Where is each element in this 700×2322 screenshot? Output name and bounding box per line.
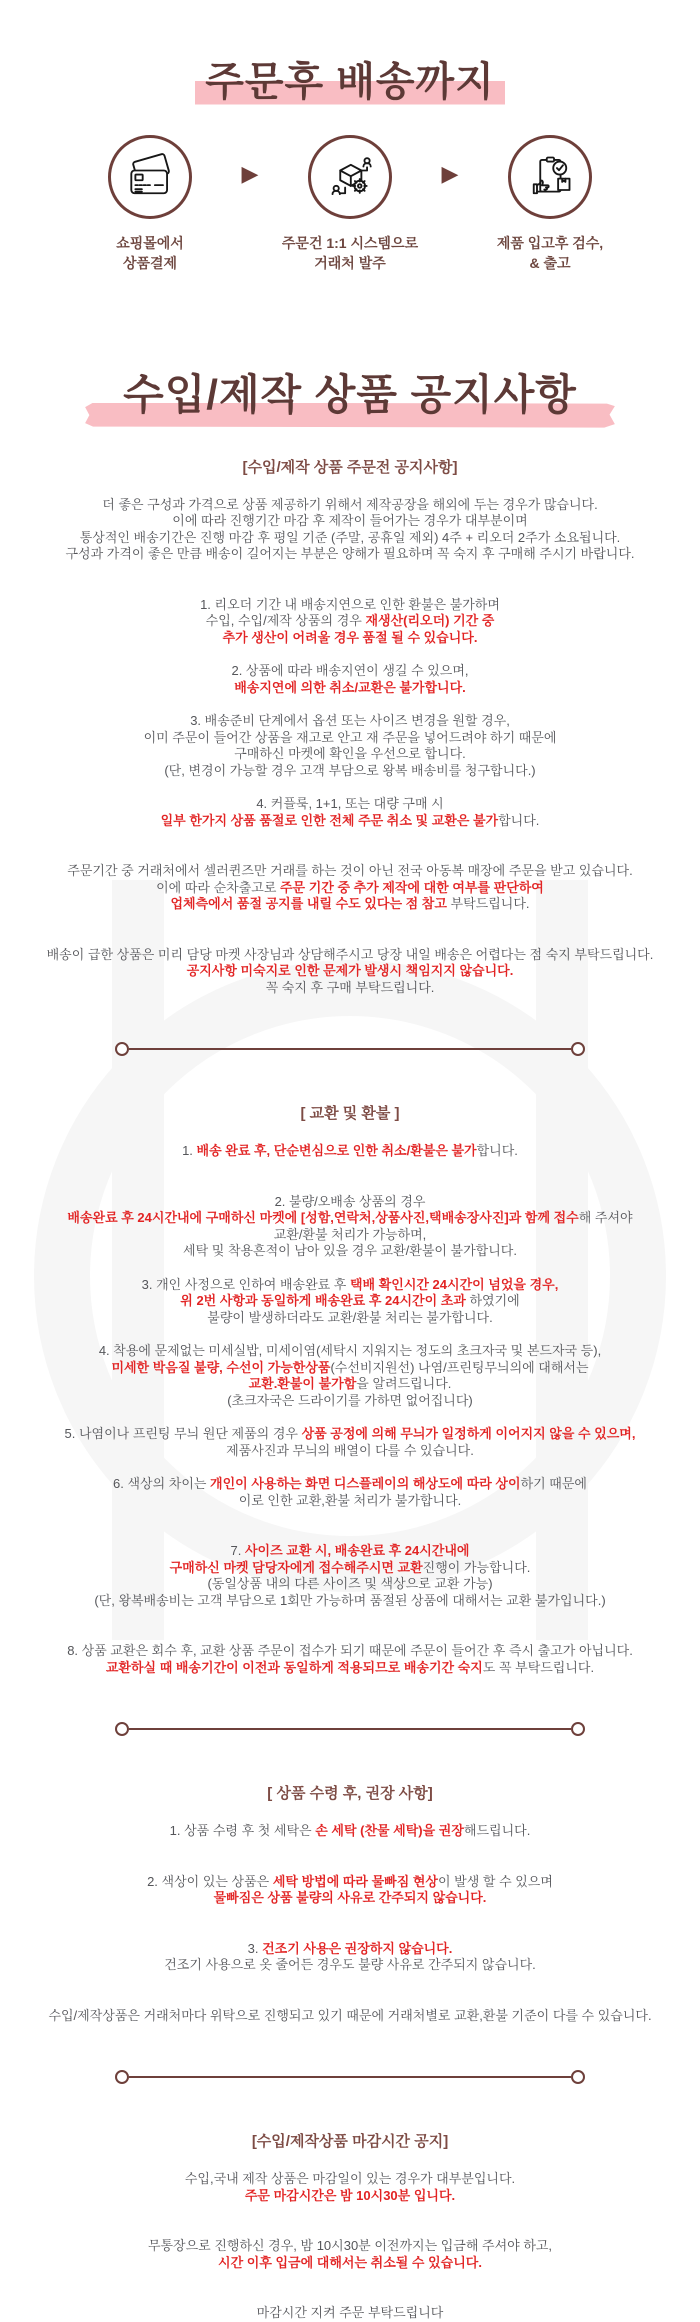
notice-line <box>30 2008 670 2025</box>
divider-dot <box>115 1042 129 1056</box>
notice-line <box>30 763 670 780</box>
notice-text: 꼭 숙지 후 구매 부탁드립니다. <box>265 979 435 995</box>
section-divider <box>115 2070 585 2084</box>
notice-text: 마감시간 지켜 주문 부탁드립니다 <box>256 2305 444 2321</box>
notice-line <box>30 1543 670 1560</box>
order-system-icon <box>324 151 376 203</box>
notice-line <box>30 730 670 747</box>
notice-line <box>30 1227 670 1244</box>
notice-line <box>30 1874 670 1891</box>
notice-title <box>123 362 577 422</box>
notice-text: 3. <box>247 1940 263 1956</box>
notice-text-emphasis: 배송완료 후 24시간내에 구매하신 마켓에 [성함,연락처,상품사진,택배송장사진]과 함께 접수 <box>67 1210 579 1226</box>
notice-line <box>30 2255 670 2272</box>
notice-text: 건조기 사용으로 옷 줄어든 경우도 불량 사유로 간주되지 않습니다. <box>164 1957 536 1973</box>
step-label-line: 주문건 1:1 시스템으로 <box>281 235 419 251</box>
notice-text: 통상적인 배송기간은 진행 마감 후 평일 기준 (주말, 공휴일 제외) 4주 + 리오더 2주가 소요됩니다. <box>79 529 621 545</box>
section-header: [수입/제작 상품 주문전 공지사항] <box>242 458 458 476</box>
notice-text: 합니다. <box>498 812 540 828</box>
notice-paragraph <box>30 497 670 563</box>
notice-line <box>30 1476 670 1493</box>
notice-title-wrap <box>0 362 700 422</box>
step-inspection <box>465 135 635 274</box>
notice-text: 주문기간 중 거래처에서 셀러퀸즈만 거래를 하는 것이 아닌 전국 아동복 매장에 주문을 받고 있습니다. <box>67 863 633 879</box>
notice-line <box>30 1643 670 1660</box>
notice-text: 2. 불량/오배송 상품의 경우 <box>274 1193 426 1209</box>
notice-text: 구매하신 마켓에 확인을 우선으로 합니다. <box>234 746 466 762</box>
notice-line <box>30 1210 670 1227</box>
notice-line <box>30 796 670 813</box>
notice-text: 1. <box>182 1143 197 1159</box>
notice-line <box>30 2188 670 2205</box>
section-header: [ 상품 수령 후, 권장 사항] <box>267 1785 433 1803</box>
notice-text: 제품사진과 무늬의 배열이 다를 수 있습니다. <box>226 1442 474 1458</box>
notice-text: 합니다. <box>476 1143 518 1159</box>
notice-text: 이에 따라 진행기간 마감 후 제작이 들어가는 경우가 대부분이며 <box>172 513 528 529</box>
step-label-line: & 출고 <box>529 255 571 272</box>
notice-line <box>30 1143 670 1160</box>
notice-text-emphasis: 시간 이후 입금에 대해서는 취소될 수 있습니다. <box>218 2254 482 2270</box>
section-header: [수입/제작상품 마감시간 공지] <box>251 2133 449 2151</box>
notice-line <box>30 1593 670 1610</box>
section-divider <box>115 1722 585 1736</box>
notice-text-emphasis: 손 세탁 (찬물 세탁)을 권장 <box>315 1823 464 1839</box>
notice-line <box>30 963 670 980</box>
arrow-right-icon: ▶ <box>241 161 259 186</box>
notice-line <box>30 813 670 830</box>
notice-text-emphasis: 구매하신 마켓 담당자에게 접수해주시면 교환 <box>169 1559 423 1575</box>
notice-text-emphasis: 추가 생산이 어려울 경우 품절 될 수 있습니다. <box>222 629 478 645</box>
order-to-delivery-section <box>0 0 700 274</box>
notice-text: 세탁 및 착용흔적이 남아 있을 경우 교환/환불이 불가합니다. <box>183 1243 517 1259</box>
notice-line <box>30 613 670 630</box>
notice-text: 2. 상품에 따라 배송지연이 생길 수 있으며, <box>231 663 469 679</box>
notice-text: 교환/환불 처리가 가능하며, <box>273 1226 427 1242</box>
notice-paragraph <box>30 1426 670 1459</box>
step-order-system <box>265 135 435 274</box>
inspection-icon <box>524 151 576 203</box>
notice-line <box>30 2305 670 2322</box>
notice-line <box>30 1426 670 1443</box>
notice-text: 을 알려드립니다. <box>356 1376 452 1392</box>
arrow-right-icon: ▶ <box>441 161 459 186</box>
notice-line <box>30 2171 670 2188</box>
notice-text: 7. <box>230 1543 245 1559</box>
notice-text: 6. 색상의 차이는 <box>113 1476 211 1492</box>
notice-line <box>30 1560 670 1577</box>
notice-text: (단, 변경이 가능할 경우 고객 부담으로 왕복 배송비를 청구합니다.) <box>164 762 536 778</box>
notice-line <box>30 1443 670 1460</box>
notice-text-emphasis: 교환하실 때 배송기간이 이전과 동일하게 적용되므로 배송기간 숙지 <box>105 1659 483 1675</box>
notice-line <box>30 947 670 964</box>
notice-line <box>30 1310 670 1327</box>
notice-paragraph <box>30 796 670 829</box>
notice-line <box>30 1293 670 1310</box>
notice-paragraph <box>30 1194 670 1260</box>
page-title: 주문후 배송까지 <box>195 50 505 107</box>
notice-text: (단, 왕복배송비는 고객 부담으로 1회만 가능하며 품절된 상품에 대해서는 교환 불가입니다.) <box>94 1592 606 1608</box>
step-label-line: 제품 입고후 검수, <box>496 235 604 251</box>
notice-line <box>30 1277 670 1294</box>
notice-line <box>30 630 670 647</box>
notice-text-emphasis: 개인이 사용하는 화면 디스플레이의 해상도에 따라 상이 <box>210 1476 521 1492</box>
notice-line <box>30 1393 670 1410</box>
notice-text: 8. 상품 교환은 회수 후, 교환 상품 주문이 접수가 되기 때문에 주문이 들어간 후 즉시 출고가 아닙니다. <box>67 1643 633 1659</box>
notice-text: 이 발생 할 수 있으며 <box>438 1873 553 1889</box>
notice-line <box>30 1493 670 1510</box>
divider-dot <box>115 1722 129 1736</box>
notice-text: 이에 따라 순차출고로 <box>156 879 280 895</box>
notice-text-emphasis: 일부 한가지 상품 품절로 인한 전체 주문 취소 및 교환은 불가 <box>160 812 499 828</box>
notice-line <box>30 1194 670 1211</box>
step-label-line: 상품결제 <box>122 255 178 272</box>
notice-text: 하였기에 <box>465 1293 520 1309</box>
divider-dot <box>571 2070 585 2084</box>
notice-paragraph <box>30 713 670 779</box>
notice-text: 1. 상품 수령 후 첫 세탁은 <box>169 1823 316 1839</box>
section-divider <box>115 1042 585 1056</box>
notice-text-emphasis: 미세한 박음질 불량, 수선이 가능한상품 <box>111 1359 331 1375</box>
notice-text-emphasis: 배송지연에 의한 취소/교환은 불가합니다. <box>234 679 466 695</box>
notice-line <box>30 497 670 514</box>
step-circle <box>508 135 592 219</box>
notice-text-emphasis: 택배 확인시간 24시간이 넘었을 경우, <box>349 1276 559 1292</box>
notice-line <box>30 713 670 730</box>
notice-text: 불량이 발생하더라도 교환/환불 처리는 불가합니다. <box>207 1309 493 1325</box>
notice-line <box>30 663 670 680</box>
notice-line <box>30 1360 670 1377</box>
step-label-line: 거래처 발주 <box>314 255 386 272</box>
notice-line <box>30 513 670 530</box>
divider-rule <box>129 1728 571 1731</box>
notice-line <box>30 546 670 563</box>
notice-text: (초크자국은 드라이기를 가하면 없어집니다) <box>227 1392 473 1408</box>
notice-text-emphasis: 세탁 방법에 따라 물빠짐 현상 <box>272 1873 438 1889</box>
notice-text: 하기 때문에 <box>520 1476 587 1492</box>
notice-text: 4. 커플룩, 1+1, 또는 대량 구매 시 <box>256 796 444 812</box>
notice-text: 배송이 급한 상품은 미리 담당 마켓 사장님과 상담해주시고 당장 내일 배송은 어렵다는 점 숙지 부탁드립니다. <box>46 946 654 962</box>
notice-paragraph <box>30 1277 670 1327</box>
divider-dot <box>571 1722 585 1736</box>
notice-paragraph <box>30 947 670 997</box>
notice-text: (수선비지원선) 나염/프린팅무늬의에 대해서는 <box>330 1359 589 1375</box>
notice-line <box>30 2238 670 2255</box>
notice-blocks <box>30 456 670 2322</box>
notice-line <box>30 746 670 763</box>
notice-text-emphasis: 주문 마감시간은 밤 10시30분 입니다. <box>244 2187 456 2203</box>
notice-paragraph <box>30 863 670 913</box>
step-label-line: 쇼핑몰에서 <box>116 235 184 251</box>
notice-text-emphasis: 공지사항 미숙지로 인한 문제가 발생시 책임지지 않습니다. <box>186 963 514 979</box>
notice-text: (동일상품 내의 다른 사이즈 및 색상으로 교환 가능) <box>207 1576 493 1592</box>
notice-line <box>30 597 670 614</box>
notice-text: 1. 리오더 기간 내 배송지연으로 인한 환불은 불가하며 <box>200 596 500 612</box>
notice-line <box>30 1343 670 1360</box>
credit-card-icon <box>124 151 176 203</box>
notice-line <box>30 1957 670 1974</box>
notice-line <box>30 1243 670 1260</box>
notice-text-emphasis: 건조기 사용은 권장하지 않습니다. <box>262 1940 453 1956</box>
notice-line <box>30 980 670 997</box>
notice-text: 2. 색상이 있는 상품은 <box>147 1873 273 1889</box>
notice-paragraph <box>30 1343 670 1409</box>
notice-text: 무통장으로 진행하신 경우, 밤 10시30분 이전까지는 입금해 주셔야 하고, <box>147 2238 553 2254</box>
notice-line <box>30 530 670 547</box>
notice-text-emphasis: 주문 기간 중 추가 제작에 대한 여부를 판단하여 <box>279 879 544 895</box>
notice-text: 구성과 가격이 좋은 만큼 배송이 길어지는 부분은 양해가 필요하며 꼭 숙지 후 구매해 주시기 바랍니다. <box>65 546 635 562</box>
delivery-steps <box>0 135 700 274</box>
notice-text: 해 주셔야 <box>578 1210 633 1226</box>
notice-paragraph <box>30 597 670 647</box>
notice-paragraph <box>30 1476 670 1509</box>
notice-paragraph <box>30 1143 670 1160</box>
divider-rule <box>129 1048 571 1051</box>
notice-text: 더 좋은 구성과 가격으로 상품 제공하기 위해서 제작공장을 해외에 두는 경우가 많습니다. <box>102 496 598 512</box>
step-label <box>116 233 184 274</box>
notice-text: 진행이 가능합니다. <box>422 1559 531 1575</box>
notice-text-emphasis: 사이즈 교환 시, 배송완료 후 24시간내에 <box>244 1543 470 1559</box>
notice-line <box>30 1576 670 1593</box>
notice-paragraph <box>30 1941 670 1974</box>
divider-rule <box>129 2076 571 2079</box>
step-payment <box>65 135 235 274</box>
step-circle <box>108 135 192 219</box>
notice-line <box>30 1823 670 1840</box>
step-label <box>497 233 603 274</box>
notice-text: 3. 개인 사정으로 인하여 배송완료 후 <box>141 1276 350 1292</box>
notice-line <box>30 880 670 897</box>
notice-paragraph <box>30 663 670 696</box>
notice-text-emphasis: 업체측에서 품절 공지를 내릴 수도 있다는 점 참고 <box>170 896 447 912</box>
notice-text: 4. 착용에 문제없는 미세실밥, 미세이염(세탁시 지워지는 정도의 초크자국 및 본드자국 등), <box>98 1343 602 1359</box>
notice-text-emphasis: 배송 완료 후, 단순변심으로 인한 취소/환불은 불가 <box>196 1143 477 1159</box>
notice-line <box>30 680 670 697</box>
notice-title-text: 수입/제작 상품 공지사항 <box>123 370 577 418</box>
step-circle <box>308 135 392 219</box>
notice-text-emphasis: 물빠짐은 상품 불량의 사유로 간주되지 않습니다. <box>213 1890 487 1906</box>
notice-text: 3. 배송준비 단계에서 옵션 또는 사이즈 변경을 원할 경우, <box>190 713 510 729</box>
notice-text-emphasis: 위 2번 사항과 동일하게 배송완료 후 24시간이 초과 <box>180 1293 466 1309</box>
notice-paragraph <box>30 2305 670 2322</box>
notice-line <box>30 1890 670 1907</box>
notice-text: 수입,국내 제작 상품은 마감일이 있는 경우가 대부분입니다. <box>184 2171 516 2187</box>
notice-text: 부탁드립니다. <box>446 896 530 912</box>
notice-line <box>30 1941 670 1958</box>
notice-line <box>30 1376 670 1393</box>
section-header: [ 교환 및 환불 ] <box>300 1105 400 1123</box>
notice-line <box>30 863 670 880</box>
notice-text: 이미 주문이 들어간 상품을 재고로 안고 재 주문을 넣어드려야 하기 때문에 <box>143 729 557 745</box>
notice-paragraph <box>30 1823 670 1840</box>
notice-paragraph <box>30 2238 670 2271</box>
notice-text: 이로 인한 교환,환불 처리가 불가합니다. <box>238 1492 462 1508</box>
notice-text-emphasis: 상품 공정에 의해 무늬가 일정하게 이어지지 않을 수 있으며, <box>301 1426 636 1442</box>
notice-paragraph <box>30 1543 670 1609</box>
notice-text: 수입, 수입/제작 상품의 경우 <box>205 613 366 629</box>
step-label <box>282 233 418 274</box>
notice-line <box>30 1660 670 1677</box>
notice-line <box>30 896 670 913</box>
notice-text-emphasis: 교환.환불이 불가함 <box>248 1376 357 1392</box>
notice-text: 수입/제작상품은 거래처마다 위탁으로 진행되고 있기 때문에 거래처별로 교환,환불 기준이 다를 수 있습니다. <box>48 2007 652 2023</box>
divider-dot <box>571 1042 585 1056</box>
notice-text-emphasis: 재생산(리오더) 기간 중 <box>365 613 495 629</box>
notice-text: 해드립니다. <box>463 1823 531 1839</box>
notice-paragraph <box>30 1643 670 1676</box>
notice-paragraph <box>30 2008 670 2025</box>
notice-paragraph <box>30 2171 670 2204</box>
notice-paragraph <box>30 1874 670 1907</box>
divider-dot <box>115 2070 129 2084</box>
notice-text: 도 꼭 부탁드립니다. <box>482 1659 595 1675</box>
notice-text: 5. 나염이나 프린팅 무늬 원단 제품의 경우 <box>64 1426 302 1442</box>
